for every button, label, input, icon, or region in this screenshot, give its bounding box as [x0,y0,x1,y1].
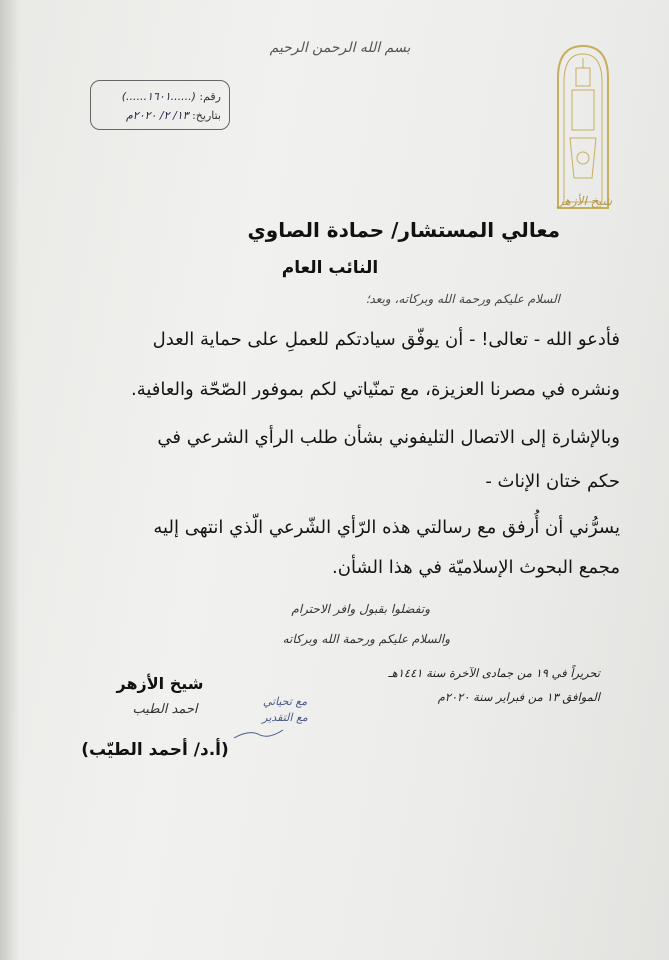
closing-salutation: والسلام عليكم ورحمة الله وبركاته [282,632,450,646]
body-line-4: حكم ختان الإناث - [485,471,620,492]
signatory-title: شيخ الأزهر [116,674,204,693]
handwritten-signature: احمد الطيب [132,702,198,717]
body-line-6: مجمع البحوث الإسلاميّة في هذا الشأن. [332,557,620,578]
logo-caption: شيخ الأزهر [557,194,613,208]
body-line-3: وبالإشارة إلى الاتصال التليفوني بشأن طلب الرأي الشرعي في [157,427,620,448]
reference-number-row [99,87,221,106]
handwritten-note-line-1: مع تحياتي [262,695,308,708]
handwritten-note [240,694,330,726]
body-line-1: فأدعو الله - تعالى! - أن يوفّق سيادتكم للعملِ على حماية العدل [152,329,620,350]
greeting: السلام عليكم ورحمة الله وبركاته، وبعد؛ [365,292,560,306]
page-edge-shadow [0,0,20,960]
reference-box [90,80,230,130]
gregorian-date: الموافق ١٣ من فبراير سنة ٢٠٢٠م [437,690,600,704]
basmala: بسم الله الرحمن الرحيم [269,40,411,56]
reference-number-label: رقم: [199,90,221,103]
reference-date-row [99,106,221,125]
addressee-title: النائب العام [281,258,379,278]
handwritten-note-line-2: مع التقدير [262,711,308,724]
hijri-date: تحريراً في ١٩ من جمادى الآخرة سنة ١٤٤١هـ [388,666,600,680]
reference-date-label: بتاريخ: [192,109,221,122]
reference-date-value: ١٣/ ٢/ ٢٠٢٠م [125,109,189,122]
body-line-5: يسرُّني أن أُرفق مع رسالتي هذه الرّأي الشّرعي الّذي انتهى إليه [153,517,620,538]
closing-respect: وتفضلوا بقبول وافر الاحترام [291,602,430,616]
reference-number-value: (......١٦٠١......) [121,90,196,103]
body-line-2: ونشره في مصرنا العزيزة، مع تمنّياتي لكم بموفور الصّحّة والعافية. [130,379,620,400]
addressee: معالي المستشار/ حمادة الصاوي [247,218,560,242]
signatory-name: (أ.د/ أحمد الطيّب) [81,740,229,760]
al-azhar-logo [548,38,618,213]
